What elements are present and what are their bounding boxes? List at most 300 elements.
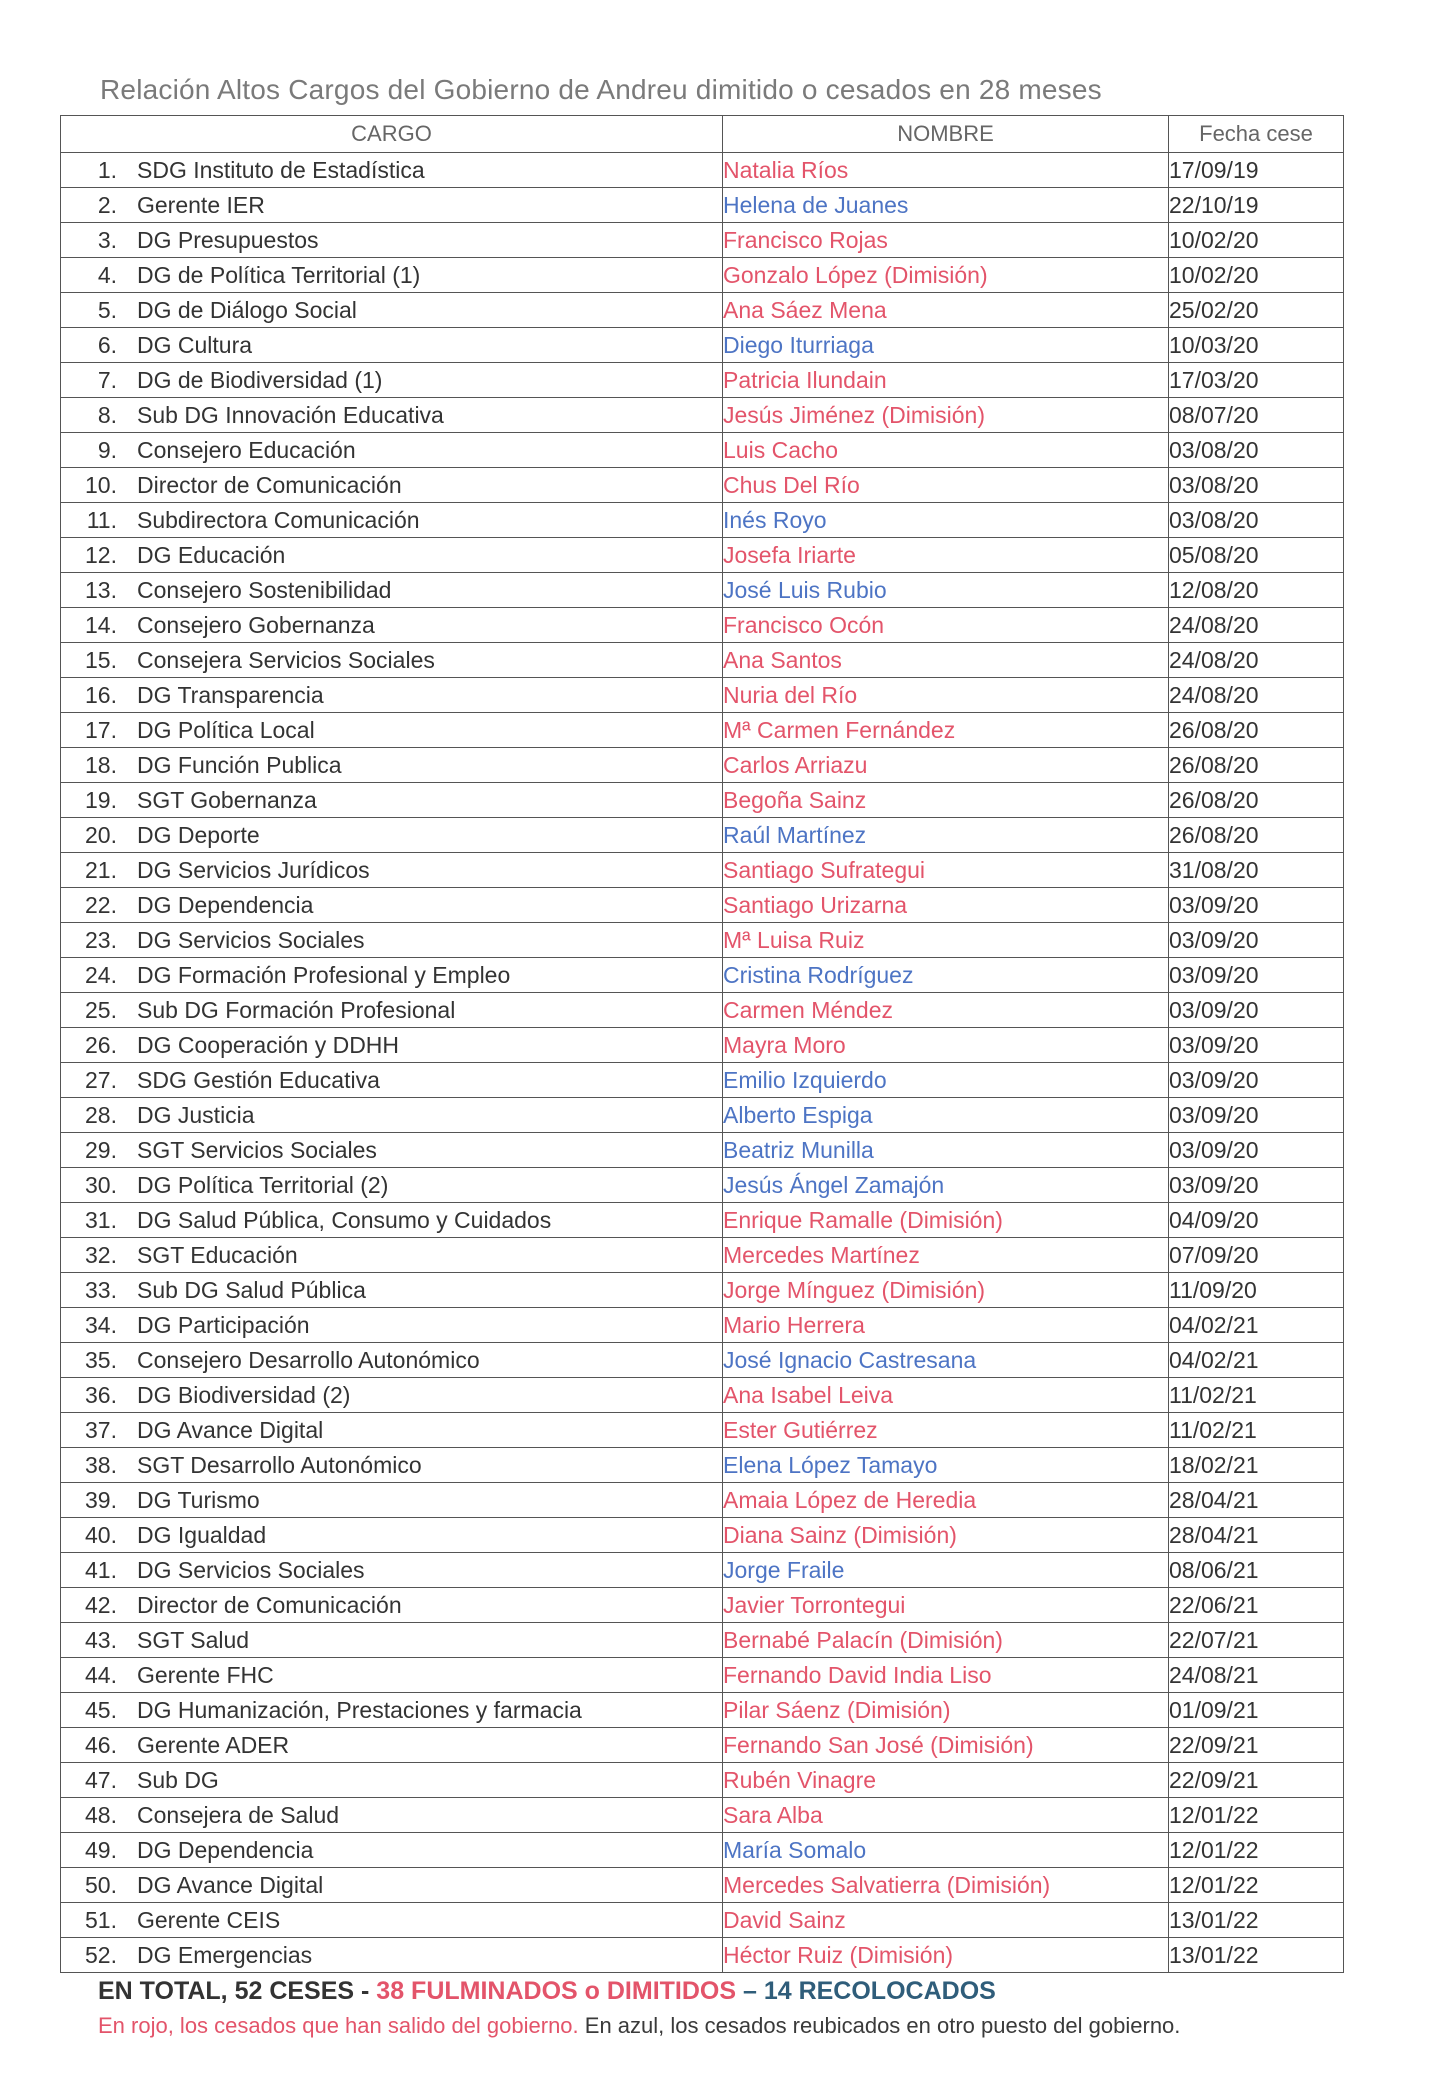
cargo-text: DG Humanización, Prestaciones y farmacia xyxy=(137,1696,582,1723)
cell-nombre: José Luis Rubio xyxy=(723,573,1169,608)
cell-nombre: Amaia López de Heredia xyxy=(723,1483,1169,1518)
cargo-text: Consejero Educación xyxy=(137,436,356,463)
cell-fecha: 12/08/20 xyxy=(1169,573,1344,608)
cell-nombre: David Sainz xyxy=(723,1903,1169,1938)
cell-nombre: Santiago Urizarna xyxy=(723,888,1169,923)
cell-cargo xyxy=(61,1763,723,1798)
cell-cargo xyxy=(61,1518,723,1553)
table-row xyxy=(61,853,1344,888)
cell-nombre: Diego Iturriaga xyxy=(723,328,1169,363)
row-number: 11. xyxy=(86,506,117,533)
cell-nombre: Ester Gutiérrez xyxy=(723,1413,1169,1448)
cargo-text: DG Dependencia xyxy=(137,891,314,918)
row-number: 34. xyxy=(85,1311,117,1338)
cell-nombre: Bernabé Palacín (Dimisión) xyxy=(723,1623,1169,1658)
cargo-text: DG Biodiversidad (2) xyxy=(137,1381,351,1408)
table-row xyxy=(61,1133,1344,1168)
row-number: 4. xyxy=(97,261,117,288)
row-number: 50. xyxy=(85,1871,117,1898)
cell-cargo xyxy=(61,1483,723,1518)
row-number: 44. xyxy=(85,1661,117,1688)
table-row xyxy=(61,1273,1344,1308)
table-row xyxy=(61,608,1344,643)
cargo-text: SDG Instituto de Estadística xyxy=(137,156,425,183)
cargo-text: Consejero Desarrollo Autonómico xyxy=(137,1346,480,1373)
row-number: 52. xyxy=(85,1941,117,1968)
table-row xyxy=(61,1763,1344,1798)
cargo-text: DG Avance Digital xyxy=(137,1416,324,1443)
table-row xyxy=(61,1868,1344,1903)
cell-cargo xyxy=(61,1553,723,1588)
cell-nombre: Mercedes Salvatierra (Dimisión) xyxy=(723,1868,1169,1903)
row-number: 22. xyxy=(85,891,117,918)
cell-nombre: Francisco Ocón xyxy=(723,608,1169,643)
table-row xyxy=(61,258,1344,293)
cell-nombre: Jorge Mínguez (Dimisión) xyxy=(723,1273,1169,1308)
row-number: 51. xyxy=(85,1906,117,1933)
row-number: 45. xyxy=(85,1696,117,1723)
cargo-text: DG Salud Pública, Consumo y Cuidados xyxy=(137,1206,552,1233)
cell-cargo xyxy=(61,1938,723,1973)
cell-cargo xyxy=(61,1133,723,1168)
table-row xyxy=(61,1483,1344,1518)
row-number: 8. xyxy=(97,401,117,428)
cell-cargo xyxy=(61,1693,723,1728)
cell-nombre: Rubén Vinagre xyxy=(723,1763,1169,1798)
cargo-text: Sub DG Salud Pública xyxy=(137,1276,366,1303)
table-row xyxy=(61,1063,1344,1098)
cell-fecha: 04/02/21 xyxy=(1169,1308,1344,1343)
row-number: 30. xyxy=(85,1171,117,1198)
row-number: 41. xyxy=(85,1556,117,1583)
table-row xyxy=(61,748,1344,783)
cargo-text: Consejero Gobernanza xyxy=(137,611,375,638)
cell-cargo xyxy=(61,223,723,258)
table-row xyxy=(61,1658,1344,1693)
cell-fecha: 03/08/20 xyxy=(1169,468,1344,503)
cell-fecha: 22/10/19 xyxy=(1169,188,1344,223)
cell-cargo xyxy=(61,1203,723,1238)
row-number: 18. xyxy=(85,751,117,778)
cargo-text: SGT Salud xyxy=(137,1626,250,1653)
cell-fecha: 12/01/22 xyxy=(1169,1868,1344,1903)
table-row xyxy=(61,713,1344,748)
cargo-text: DG Servicios Sociales xyxy=(137,926,365,953)
cell-fecha: 24/08/20 xyxy=(1169,678,1344,713)
table-row xyxy=(61,1518,1344,1553)
cell-cargo xyxy=(61,468,723,503)
cell-cargo xyxy=(61,258,723,293)
table-row xyxy=(61,818,1344,853)
row-number: 1. xyxy=(97,156,117,183)
cargo-text: SGT Educación xyxy=(137,1241,298,1268)
cargo-text: Gerente IER xyxy=(137,191,265,218)
cell-nombre: Patricia Ilundain xyxy=(723,363,1169,398)
header-fecha: Fecha cese xyxy=(1169,116,1344,153)
cell-fecha: 22/09/21 xyxy=(1169,1728,1344,1763)
table-row xyxy=(61,1448,1344,1483)
color-legend-note xyxy=(98,2013,1180,2039)
cell-cargo xyxy=(61,1798,723,1833)
cell-nombre: María Somalo xyxy=(723,1833,1169,1868)
cell-cargo xyxy=(61,1028,723,1063)
cell-nombre: Fernando San José (Dimisión) xyxy=(723,1728,1169,1763)
table-row xyxy=(61,1728,1344,1763)
cargo-text: Consejero Sostenibilidad xyxy=(137,576,392,603)
table-row xyxy=(61,1203,1344,1238)
cell-nombre: Héctor Ruiz (Dimisión) xyxy=(723,1938,1169,1973)
cell-fecha: 18/02/21 xyxy=(1169,1448,1344,1483)
cargo-text: DG Función Publica xyxy=(137,751,342,778)
cell-fecha: 26/08/20 xyxy=(1169,748,1344,783)
cargo-text: DG Justicia xyxy=(137,1101,255,1128)
cell-nombre: Gonzalo López (Dimisión) xyxy=(723,258,1169,293)
row-number: 23. xyxy=(85,926,117,953)
cell-cargo xyxy=(61,783,723,818)
row-number: 46. xyxy=(85,1731,117,1758)
cell-cargo xyxy=(61,1903,723,1938)
cargo-text: Gerente CEIS xyxy=(137,1906,281,1933)
cargo-text: DG Presupuestos xyxy=(137,226,319,253)
header-nombre: NOMBRE xyxy=(723,116,1169,153)
cargo-text: DG Servicios Sociales xyxy=(137,1556,365,1583)
cell-cargo xyxy=(61,1273,723,1308)
table-body xyxy=(61,153,1344,1973)
cargo-text: Director de Comunicación xyxy=(137,1591,402,1618)
cell-fecha: 04/02/21 xyxy=(1169,1343,1344,1378)
row-number: 6. xyxy=(97,331,117,358)
cell-cargo xyxy=(61,503,723,538)
cell-fecha: 22/09/21 xyxy=(1169,1763,1344,1798)
table-row xyxy=(61,1553,1344,1588)
cell-cargo xyxy=(61,153,723,188)
row-number: 27. xyxy=(85,1066,117,1093)
table-row xyxy=(61,1413,1344,1448)
cell-nombre: Alberto Espiga xyxy=(723,1098,1169,1133)
cell-fecha: 26/08/20 xyxy=(1169,818,1344,853)
ceses-table xyxy=(60,115,1344,1973)
cell-nombre: Sara Alba xyxy=(723,1798,1169,1833)
row-number: 31. xyxy=(85,1206,117,1233)
cell-fecha: 08/06/21 xyxy=(1169,1553,1344,1588)
row-number: 33. xyxy=(85,1276,117,1303)
cell-fecha: 03/09/20 xyxy=(1169,958,1344,993)
cargo-text: Sub DG Innovación Educativa xyxy=(137,401,444,428)
row-number: 35. xyxy=(85,1346,117,1373)
row-number: 40. xyxy=(85,1521,117,1548)
cell-fecha: 11/09/20 xyxy=(1169,1273,1344,1308)
cell-fecha: 13/01/22 xyxy=(1169,1903,1344,1938)
cargo-text: DG Política Territorial (2) xyxy=(137,1171,389,1198)
cell-fecha: 03/08/20 xyxy=(1169,503,1344,538)
cell-cargo xyxy=(61,713,723,748)
cell-fecha: 22/07/21 xyxy=(1169,1623,1344,1658)
table-row xyxy=(61,1903,1344,1938)
row-number: 26. xyxy=(85,1031,117,1058)
cell-nombre: Raúl Martínez xyxy=(723,818,1169,853)
cargo-text: Director de Comunicación xyxy=(137,471,402,498)
cell-fecha: 03/09/20 xyxy=(1169,1133,1344,1168)
cell-cargo xyxy=(61,573,723,608)
cargo-text: DG Educación xyxy=(137,541,286,568)
cargo-text: Gerente FHC xyxy=(137,1661,274,1688)
cell-fecha: 03/09/20 xyxy=(1169,1063,1344,1098)
cargo-text: SGT Servicios Sociales xyxy=(137,1136,377,1163)
cell-cargo xyxy=(61,818,723,853)
cell-fecha: 28/04/21 xyxy=(1169,1483,1344,1518)
cell-cargo xyxy=(61,1658,723,1693)
cell-fecha: 11/02/21 xyxy=(1169,1413,1344,1448)
row-number: 10. xyxy=(85,471,117,498)
row-number: 17. xyxy=(85,716,117,743)
row-number: 9. xyxy=(97,436,117,463)
cell-fecha: 31/08/20 xyxy=(1169,853,1344,888)
cell-cargo xyxy=(61,188,723,223)
cell-fecha: 05/08/20 xyxy=(1169,538,1344,573)
cell-nombre: Mayra Moro xyxy=(723,1028,1169,1063)
cell-fecha: 03/08/20 xyxy=(1169,433,1344,468)
cell-nombre: Mª Luisa Ruiz xyxy=(723,923,1169,958)
table-row xyxy=(61,1693,1344,1728)
summary-total: EN TOTAL, 52 CESES - xyxy=(98,1977,377,2005)
cell-cargo xyxy=(61,328,723,363)
row-number: 49. xyxy=(85,1836,117,1863)
table-row xyxy=(61,468,1344,503)
summary-recolocados: 14 RECOLOCADOS xyxy=(763,1977,996,2005)
cargo-text: SDG Gestión Educativa xyxy=(137,1066,380,1093)
cell-cargo xyxy=(61,1343,723,1378)
cell-cargo xyxy=(61,1588,723,1623)
cell-cargo xyxy=(61,1098,723,1133)
row-number: 29. xyxy=(85,1136,117,1163)
table-row xyxy=(61,1623,1344,1658)
cell-fecha: 11/02/21 xyxy=(1169,1378,1344,1413)
cargo-text: Sub DG Formación Profesional xyxy=(137,996,456,1023)
row-number: 5. xyxy=(97,296,117,323)
cell-fecha: 26/08/20 xyxy=(1169,713,1344,748)
cell-cargo xyxy=(61,1868,723,1903)
cell-nombre: Natalia Ríos xyxy=(723,153,1169,188)
cell-fecha: 03/09/20 xyxy=(1169,888,1344,923)
cargo-text: DG Turismo xyxy=(137,1486,260,1513)
cargo-text: Sub DG xyxy=(137,1766,219,1793)
cell-nombre: Ana Santos xyxy=(723,643,1169,678)
cell-fecha: 28/04/21 xyxy=(1169,1518,1344,1553)
cell-nombre: Mario Herrera xyxy=(723,1308,1169,1343)
cell-nombre: Luis Cacho xyxy=(723,433,1169,468)
row-number: 36. xyxy=(85,1381,117,1408)
cell-fecha: 03/09/20 xyxy=(1169,1028,1344,1063)
cargo-text: DG de Biodiversidad (1) xyxy=(137,366,383,393)
cargo-text: DG de Política Territorial (1) xyxy=(137,261,421,288)
cell-fecha: 03/09/20 xyxy=(1169,1098,1344,1133)
cell-nombre: Ana Isabel Leiva xyxy=(723,1378,1169,1413)
table-row xyxy=(61,643,1344,678)
row-number: 28. xyxy=(85,1101,117,1128)
cell-nombre: Carlos Arriazu xyxy=(723,748,1169,783)
row-number: 32. xyxy=(85,1241,117,1268)
cell-fecha: 08/07/20 xyxy=(1169,398,1344,433)
row-number: 19. xyxy=(85,786,117,813)
cell-cargo xyxy=(61,643,723,678)
cargo-text: Subdirectora Comunicación xyxy=(137,506,420,533)
cell-nombre: José Ignacio Castresana xyxy=(723,1343,1169,1378)
row-number: 42. xyxy=(85,1591,117,1618)
cell-cargo xyxy=(61,398,723,433)
cell-nombre: Mª Carmen Fernández xyxy=(723,713,1169,748)
table-row xyxy=(61,363,1344,398)
cell-nombre: Helena de Juanes xyxy=(723,188,1169,223)
cell-fecha: 03/09/20 xyxy=(1169,993,1344,1028)
cell-fecha: 07/09/20 xyxy=(1169,1238,1344,1273)
cargo-text: DG Emergencias xyxy=(137,1941,313,1968)
cargo-text: DG Dependencia xyxy=(137,1836,314,1863)
cargo-text: DG Cultura xyxy=(137,331,253,358)
cell-cargo xyxy=(61,923,723,958)
cell-nombre: Enrique Ramalle (Dimisión) xyxy=(723,1203,1169,1238)
cell-nombre: Pilar Sáenz (Dimisión) xyxy=(723,1693,1169,1728)
cell-cargo xyxy=(61,1378,723,1413)
row-number: 39. xyxy=(85,1486,117,1513)
table-row xyxy=(61,923,1344,958)
cargo-text: DG Servicios Jurídicos xyxy=(137,856,370,883)
row-number: 13. xyxy=(85,576,117,603)
cell-nombre: Santiago Sufrategui xyxy=(723,853,1169,888)
row-number: 48. xyxy=(85,1801,117,1828)
cell-cargo xyxy=(61,363,723,398)
cell-fecha: 26/08/20 xyxy=(1169,783,1344,818)
table-row xyxy=(61,328,1344,363)
row-number: 38. xyxy=(85,1451,117,1478)
table-row xyxy=(61,888,1344,923)
cell-nombre: Chus Del Río xyxy=(723,468,1169,503)
cell-cargo xyxy=(61,1308,723,1343)
table-row xyxy=(61,1343,1344,1378)
cell-fecha: 24/08/20 xyxy=(1169,608,1344,643)
table-row xyxy=(61,223,1344,258)
note-blue-part: En azul, los cesados reubicados en otro puesto del gobierno. xyxy=(578,2013,1181,2038)
row-number: 2. xyxy=(97,191,117,218)
table-header-row xyxy=(61,116,1344,153)
cell-cargo xyxy=(61,1238,723,1273)
row-number: 20. xyxy=(85,821,117,848)
table-row xyxy=(61,1833,1344,1868)
cell-cargo xyxy=(61,538,723,573)
cargo-text: Consejera de Salud xyxy=(137,1801,340,1828)
cell-fecha: 12/01/22 xyxy=(1169,1833,1344,1868)
cargo-text: SGT Gobernanza xyxy=(137,786,317,813)
cell-nombre: Beatriz Munilla xyxy=(723,1133,1169,1168)
document-title: Relación Altos Cargos del Gobierno de Andreu dimitido o cesados en 28 meses xyxy=(100,74,1102,105)
cell-nombre: Begoña Sainz xyxy=(723,783,1169,818)
cell-nombre: Emilio Izquierdo xyxy=(723,1063,1169,1098)
cell-cargo xyxy=(61,1833,723,1868)
note-red-part: En rojo, los cesados que han salido del gobierno. xyxy=(98,2013,579,2038)
cell-nombre: Ana Sáez Mena xyxy=(723,293,1169,328)
row-number: 12. xyxy=(85,541,117,568)
cell-fecha: 24/08/20 xyxy=(1169,643,1344,678)
row-number: 47. xyxy=(85,1766,117,1793)
table-row xyxy=(61,188,1344,223)
table-row xyxy=(61,993,1344,1028)
cell-cargo xyxy=(61,678,723,713)
cell-nombre: Carmen Méndez xyxy=(723,993,1169,1028)
cell-nombre: Jesús Ángel Zamajón xyxy=(723,1168,1169,1203)
table-row xyxy=(61,1938,1344,1973)
cell-fecha: 12/01/22 xyxy=(1169,1798,1344,1833)
cell-cargo xyxy=(61,1168,723,1203)
table-row xyxy=(61,1378,1344,1413)
row-number: 15. xyxy=(85,646,117,673)
cell-fecha: 01/09/21 xyxy=(1169,1693,1344,1728)
cell-nombre: Javier Torrontegui xyxy=(723,1588,1169,1623)
cell-fecha: 04/09/20 xyxy=(1169,1203,1344,1238)
table-row xyxy=(61,503,1344,538)
table-row xyxy=(61,293,1344,328)
cell-cargo xyxy=(61,293,723,328)
cell-cargo xyxy=(61,1728,723,1763)
cell-nombre: Fernando David India Liso xyxy=(723,1658,1169,1693)
table-row xyxy=(61,958,1344,993)
cell-fecha: 03/09/20 xyxy=(1169,1168,1344,1203)
cell-cargo xyxy=(61,993,723,1028)
cell-nombre: Elena López Tamayo xyxy=(723,1448,1169,1483)
table-row xyxy=(61,1308,1344,1343)
table-row xyxy=(61,783,1344,818)
table-row xyxy=(61,1098,1344,1133)
cell-fecha: 10/03/20 xyxy=(1169,328,1344,363)
cargo-text: DG Política Local xyxy=(137,716,315,743)
cell-nombre: Jorge Fraile xyxy=(723,1553,1169,1588)
cell-cargo xyxy=(61,888,723,923)
table-row xyxy=(61,1238,1344,1273)
cell-nombre: Josefa Iriarte xyxy=(723,538,1169,573)
cargo-text: DG de Diálogo Social xyxy=(137,296,357,323)
cell-cargo xyxy=(61,608,723,643)
cell-fecha: 17/09/19 xyxy=(1169,153,1344,188)
row-number: 25. xyxy=(85,996,117,1023)
cargo-text: DG Transparencia xyxy=(137,681,324,708)
cell-nombre: Nuria del Río xyxy=(723,678,1169,713)
row-number: 3. xyxy=(97,226,117,253)
table-row xyxy=(61,398,1344,433)
cell-fecha: 03/09/20 xyxy=(1169,923,1344,958)
cell-nombre: Diana Sainz (Dimisión) xyxy=(723,1518,1169,1553)
table-row xyxy=(61,1588,1344,1623)
table-row xyxy=(61,1168,1344,1203)
cell-fecha: 17/03/20 xyxy=(1169,363,1344,398)
table-row xyxy=(61,573,1344,608)
cargo-text: DG Igualdad xyxy=(137,1521,267,1548)
cell-cargo xyxy=(61,1413,723,1448)
cell-cargo xyxy=(61,433,723,468)
table-row xyxy=(61,1798,1344,1833)
cargo-text: DG Avance Digital xyxy=(137,1871,324,1898)
cell-cargo xyxy=(61,1448,723,1483)
cell-nombre: Jesús Jiménez (Dimisión) xyxy=(723,398,1169,433)
cell-fecha: 13/01/22 xyxy=(1169,1938,1344,1973)
cell-cargo xyxy=(61,958,723,993)
cargo-text: Gerente ADER xyxy=(137,1731,290,1758)
cell-cargo xyxy=(61,853,723,888)
cell-cargo xyxy=(61,1623,723,1658)
row-number: 16. xyxy=(85,681,117,708)
row-number: 21. xyxy=(85,856,117,883)
table-row xyxy=(61,678,1344,713)
cargo-text: DG Deporte xyxy=(137,821,260,848)
cell-nombre: Inés Royo xyxy=(723,503,1169,538)
cell-nombre: Francisco Rojas xyxy=(723,223,1169,258)
